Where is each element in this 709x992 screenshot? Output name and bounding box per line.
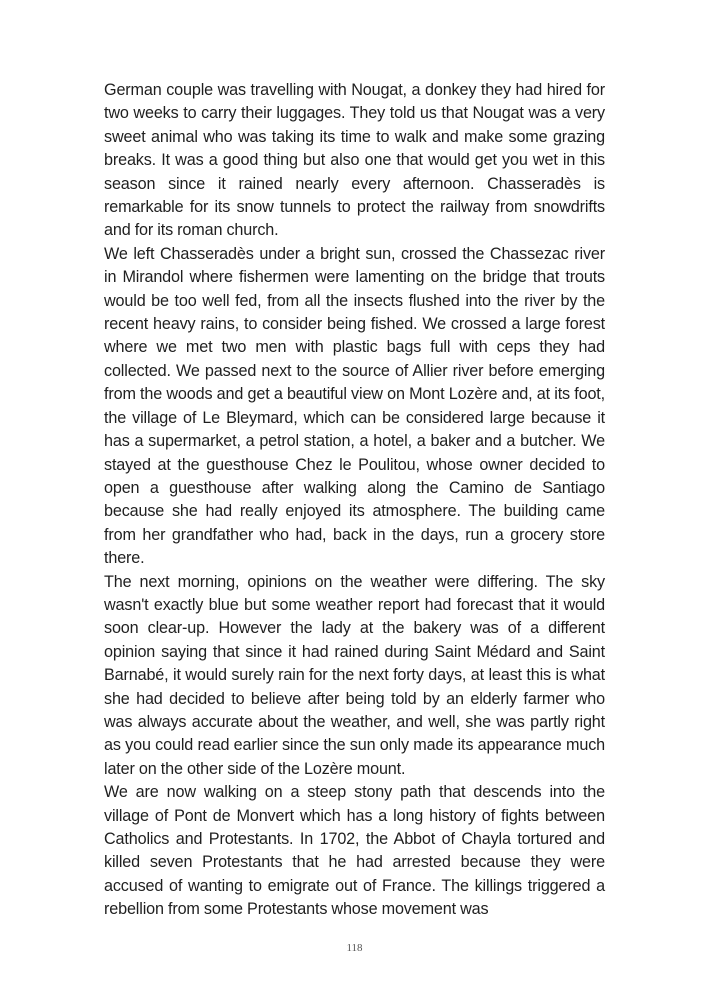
paragraph-1: German couple was travelling with Nougat, a donkey they had hired for two weeks to carry their luggages. They told us that Nougat was a very sweet animal who was taking its time to walk and make some grazing breaks. It was a good thing but also one that would get you wet in this season since it rained nearly every afternoon. Chasseradès is remarkable for its snow tunnels to protect the railway from snowdrifts and for its roman church. xyxy=(104,81,605,240)
paragraph-2: We left Chasseradès under a bright sun, crossed the Chassezac river in Mirandol where fishermen were lamenting on the bridge that trouts would be too well fed, from all the insects flushed into the river by the recent heavy rains, to consider being fished. We crossed a large forest where we met two men with plastic bags full with ceps they had collected. We passed next to the source of Allier river before emerging from the woods and get a beautiful view on Mont Lozère and, at its foot, the village of Le Bleymard, which can be considered large because it has a supermarket, a petrol station, a hotel, a baker and a butcher. We stayed at the guesthouse Chez le Poulitou, whose owner decided to open a guesthouse after walking along the Camino de Santiago because she had really enjoyed its atmosphere. The building came from her grandfather who had, back in the days, run a grocery store there. xyxy=(104,244,605,568)
paragraph-4: We are now walking on a steep stony path that descends into the village of Pont de Monvert which has a long history of fights between Catholics and Protestants. In 1702, the Abbot of Chayla tortured and killed seven Protestants that he had arrested because they were accused of wanting to emigrate out of France. The killings triggered a rebellion from some Protestants whose movement was xyxy=(104,783,605,919)
paragraph-3: The next morning, opinions on the weather were differing. The sky wasn't exactly blue but some weather report had forecast that it would soon clear-up. However the lady at the bakery was of a different opinion saying that since it had rained during Saint Médard and Saint Barnabé, it would surely rain for the next forty days, at least this is what she had decided to believe after being told by an elderly farmer who was always accurate about the weather, and well, she was partly right as you could read earlier since the sun only made its appearance much later on the other side of the Lozère mount. xyxy=(104,572,605,778)
page-number: 118 xyxy=(346,942,363,954)
body-text xyxy=(104,79,605,922)
